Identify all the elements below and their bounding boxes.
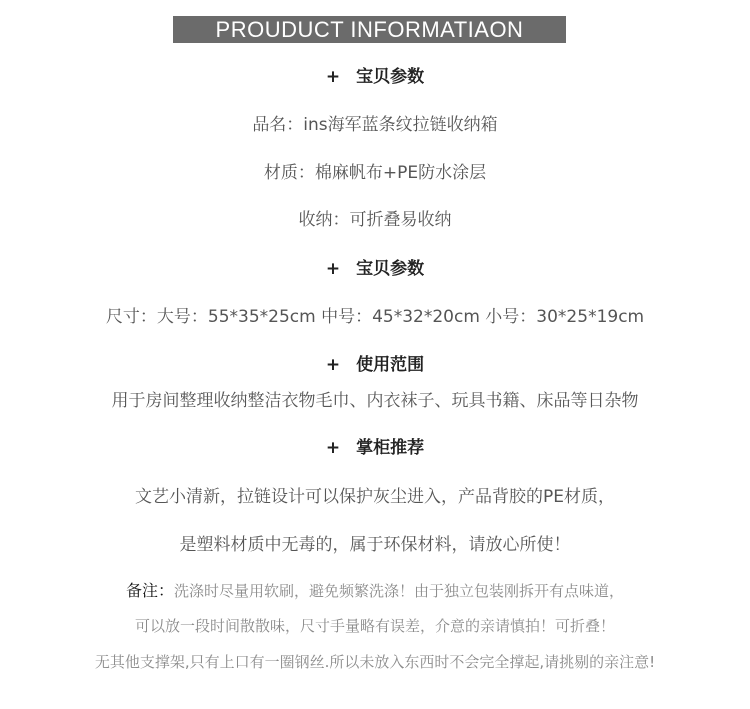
plus-icon: +	[325, 355, 341, 375]
recommend-line-1: 文艺小清新，拉链设计可以保护灰尘进入，产品背胶的PE材质，	[135, 487, 615, 507]
note-label: 备注：	[125, 581, 174, 600]
section-title: 掌柜推荐	[356, 438, 425, 458]
product-size: 尺寸：大号：55*35*25cm 中号：45*32*20cm 小号：30*25*19cm	[105, 307, 645, 327]
section-title: 宝贝参数	[356, 259, 425, 279]
note-line-3: 无其他支撑架,只有上口有一圈钢丝.所以未放入东西时不会完全撑起,请挑剔的亲注意!	[94, 653, 656, 671]
product-name: 品名：ins海军蓝条纹拉链收纳箱	[252, 115, 498, 135]
section-title: 宝贝参数	[356, 67, 425, 87]
product-storage: 收纳：可折叠易收纳	[298, 210, 452, 230]
note-text: 洗涤时尽量用软刷，避免频繁洗涤！由于独立包装刚拆开有点味道，	[174, 582, 625, 600]
product-material: 材质：棉麻帆布+PE防水涂层	[263, 163, 487, 183]
section-heading-recommend	[0, 433, 750, 458]
section-title: 使用范围	[356, 355, 425, 375]
note-line-2: 可以放一段时间散散味，尺寸手量略有误差，介意的亲请慎拍！可折叠！	[134, 617, 615, 635]
product-usage: 用于房间整理收纳整洁衣物毛巾、内衣袜子、玩具书籍、床品等日杂物	[111, 391, 639, 411]
section-heading-usage	[0, 350, 750, 375]
product-info-banner: PROUDUCT INFORMATIAON	[173, 16, 566, 43]
plus-icon: +	[325, 438, 341, 458]
section-heading-params-2	[0, 254, 750, 279]
recommend-line-2: 是塑料材质中无毒的，属于环保材料，请放心所使！	[179, 535, 571, 555]
plus-icon: +	[325, 259, 341, 279]
plus-icon: +	[325, 67, 341, 87]
section-heading-params	[0, 62, 750, 87]
note-line-1	[0, 578, 750, 601]
